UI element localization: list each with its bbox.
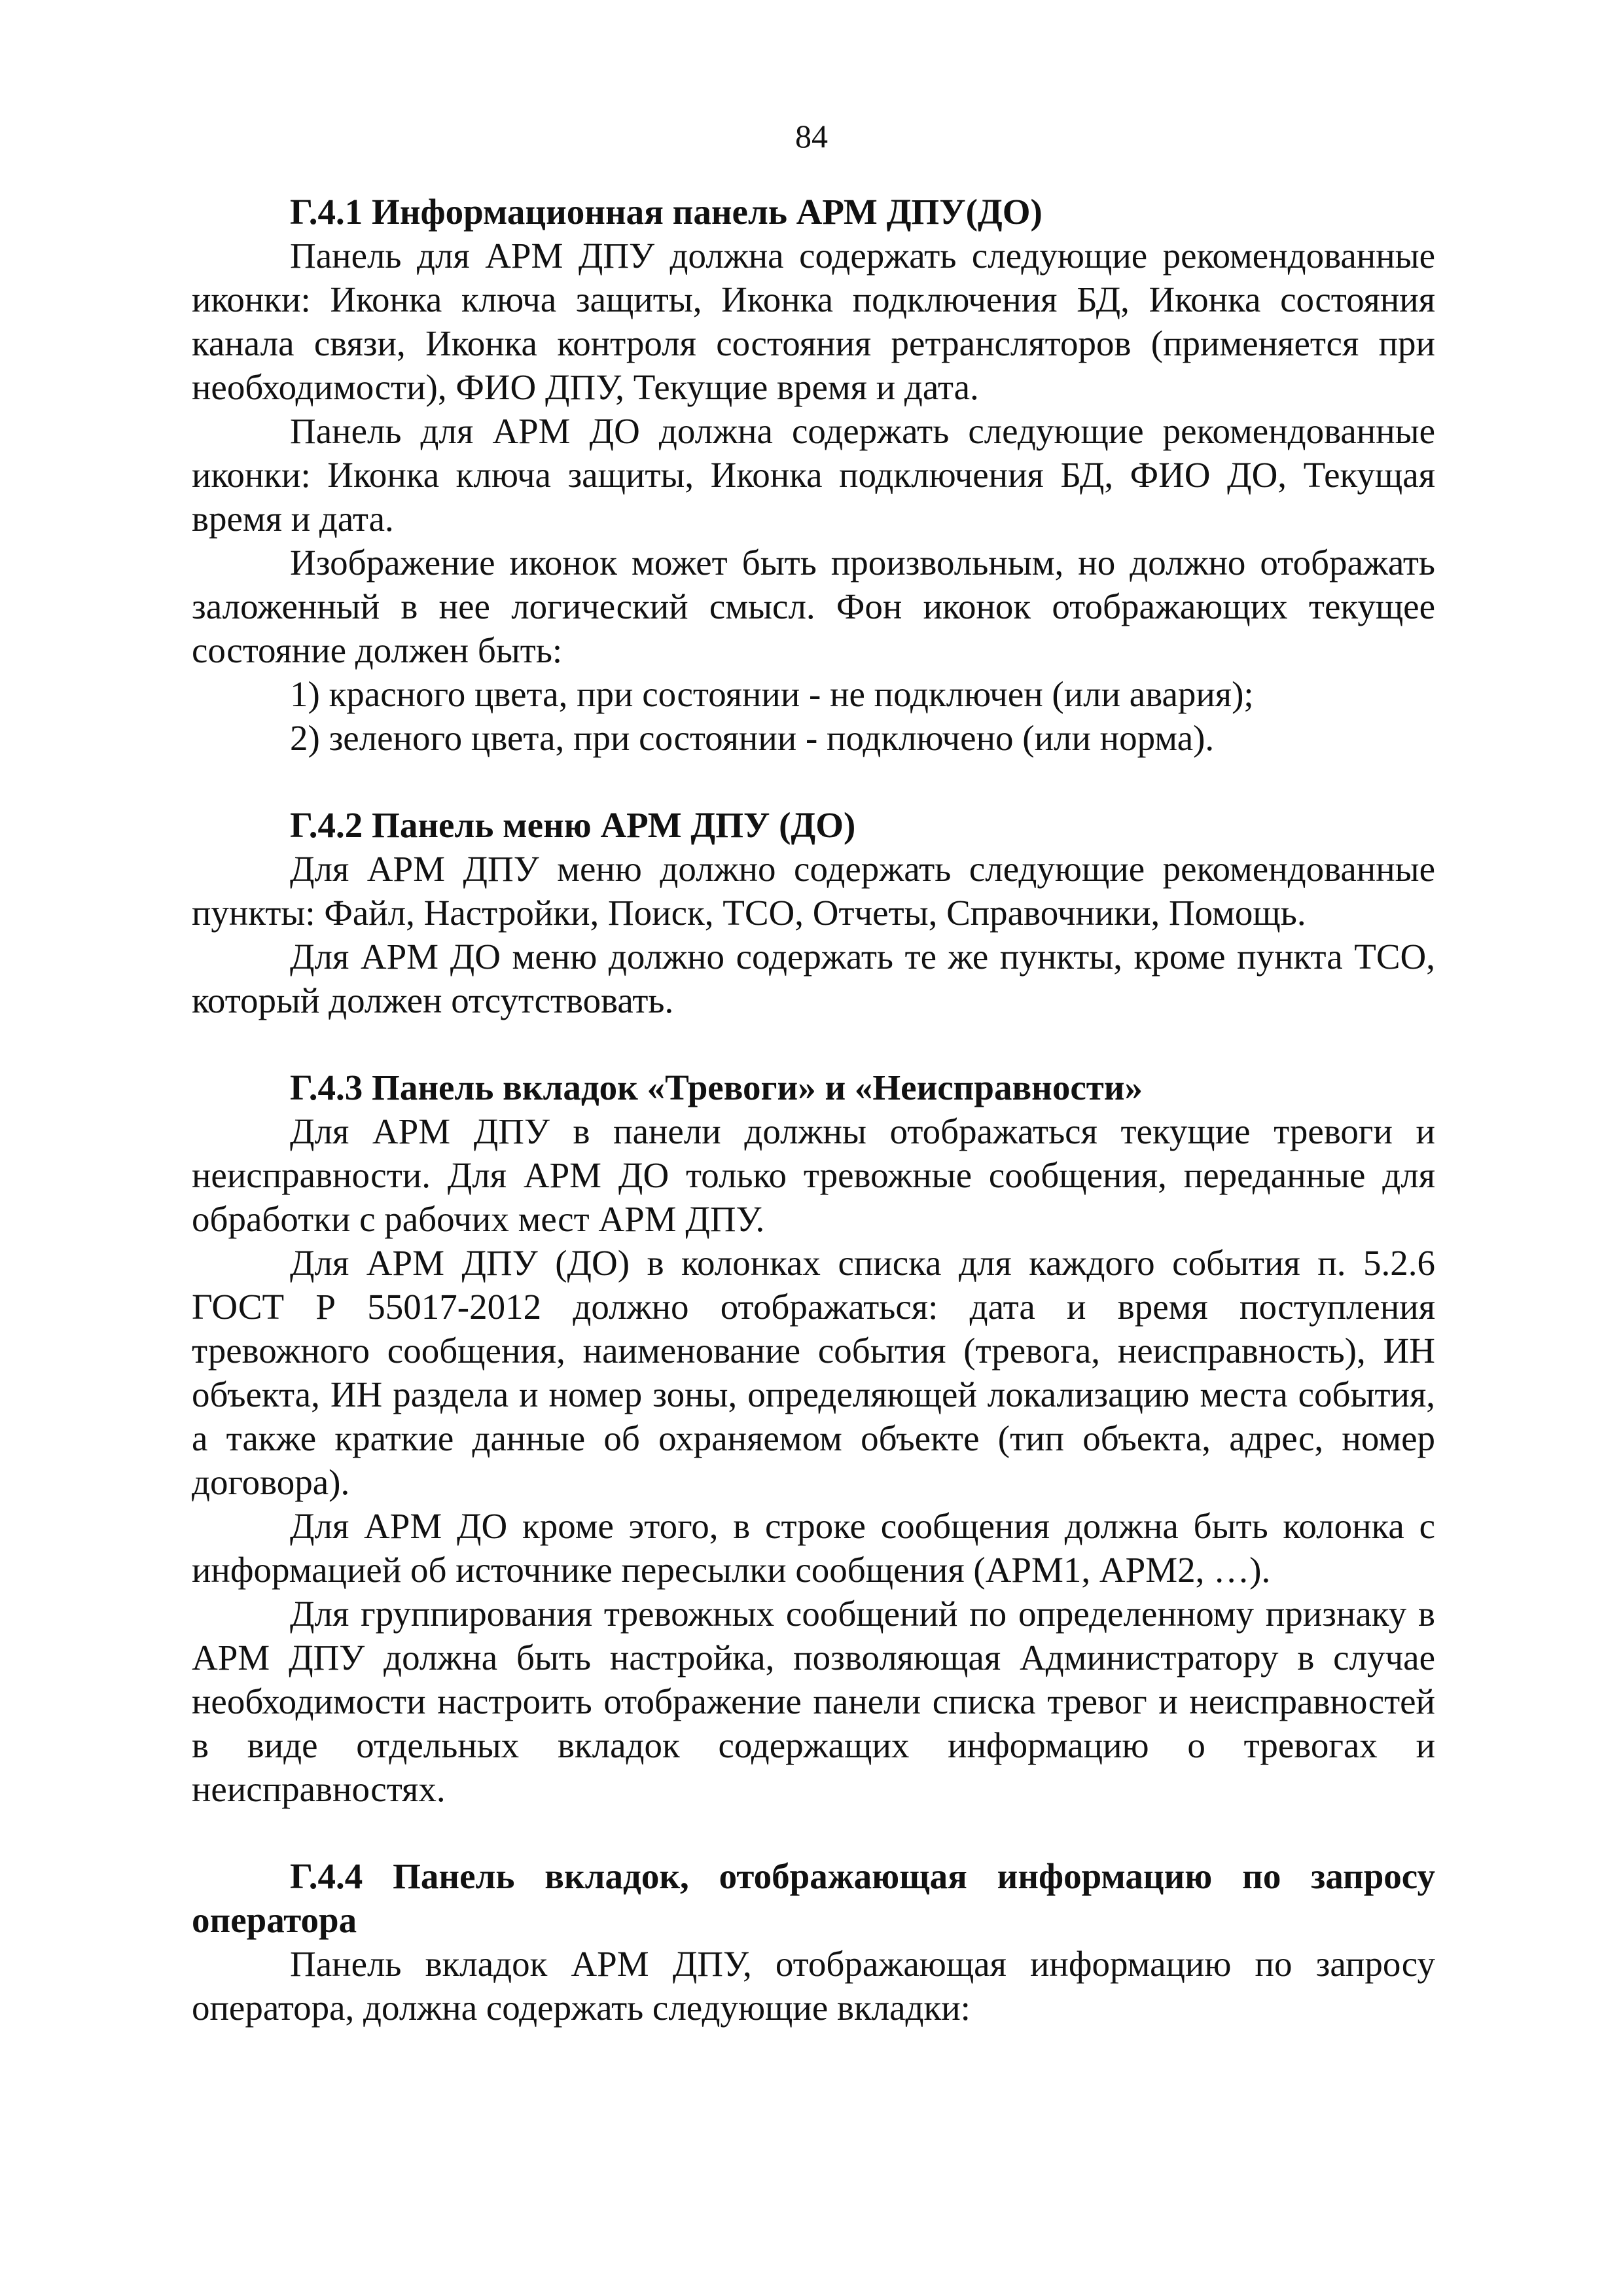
section-g-4-2 bbox=[192, 803, 1435, 1022]
paragraph: Панель вкладок АРМ ДПУ, отображающая информацию по запросу оператора, должна содержать следующие вкладки: bbox=[192, 1944, 1435, 2028]
section-heading: Г.4.1 Информационная панель АРМ ДПУ(ДО) bbox=[290, 192, 1043, 232]
paragraph: Для АРМ ДО меню должно содержать те же пункты, кроме пункта ТСО, который должен отсутствовать. bbox=[192, 937, 1435, 1020]
paragraph: Для АРМ ДПУ меню должно содержать следующие рекомендованные пункты: Файл, Настройки, Поиск, ТСО, Отчеты, Справочники, Помощь. bbox=[192, 849, 1435, 933]
paragraph: Для АРМ ДО кроме этого, в строке сообщения должна быть колонка с информацией об источнике пересылки сообщения (АРМ1, АРМ2, …). bbox=[192, 1506, 1435, 1590]
list-item: 1) красного цвета, при состоянии - не подключен (или авария); bbox=[290, 674, 1254, 714]
section-g-4-1 bbox=[192, 190, 1435, 760]
document-body bbox=[192, 190, 1435, 2030]
page-number: 84 bbox=[795, 118, 828, 154]
section-heading: Г.4.2 Панель меню АРМ ДПУ (ДО) bbox=[290, 805, 856, 845]
section-heading: Г.4.3 Панель вкладок «Тревоги» и «Неисправности» bbox=[290, 1067, 1143, 1107]
paragraph: Для АРМ ДПУ в панели должны отображаться текущие тревоги и неисправности. Для АРМ ДО только тревожные сообщения, переданные для обработки с рабочих мест АРМ ДПУ. bbox=[192, 1111, 1435, 1239]
paragraph: Для АРМ ДПУ (ДО) в колонках списка для каждого события п. 5.2.6 ГОСТ Р 55017-2012 должно отображаться: дата и время поступления тревожного сообщения, наименование события (тревога, неисправность), ИН объекта, ИН раздела и номер зоны, определяющей локализацию места события, а также краткие данные об охраняемом объекте (тип объекта, адрес, номер договора). bbox=[192, 1243, 1435, 1502]
section-g-4-3 bbox=[192, 1066, 1435, 1811]
section-g-4-4 bbox=[192, 1854, 1435, 2030]
paragraph: Панель для АРМ ДПУ должна содержать следующие рекомендованные иконки: Иконка ключа защиты, Иконка подключения БД, Иконка состояния канала связи, Иконка контроля состояния ретрансляторов (применяется при необходимости), ФИО ДПУ, Текущие время и дата. bbox=[192, 236, 1435, 407]
paragraph: Панель для АРМ ДО должна содержать следующие рекомендованные иконки: Иконка ключа защиты, Иконка подключения БД, ФИО ДО, Текущая время и дата. bbox=[192, 411, 1435, 539]
section-heading: Г.4.4 Панель вкладок, отображающая информацию по запросу оператора bbox=[192, 1856, 1435, 1940]
paragraph: Для группирования тревожных сообщений по определенному признаку в АРМ ДПУ должна быть настройка, позволяющая Администратору в случае необходимости настроить отображение панели списка тревог и неисправностей в виде отдельных вкладок содержащих информацию о тревогах и неисправностях. bbox=[192, 1594, 1435, 1809]
paragraph: Изображение иконок может быть произвольным, но должно отображать заложенный в нее логический смысл. Фон иконок отображающих текущее состояние должен быть: bbox=[192, 543, 1435, 670]
list-item: 2) зеленого цвета, при состоянии - подключено (или норма). bbox=[290, 718, 1215, 758]
